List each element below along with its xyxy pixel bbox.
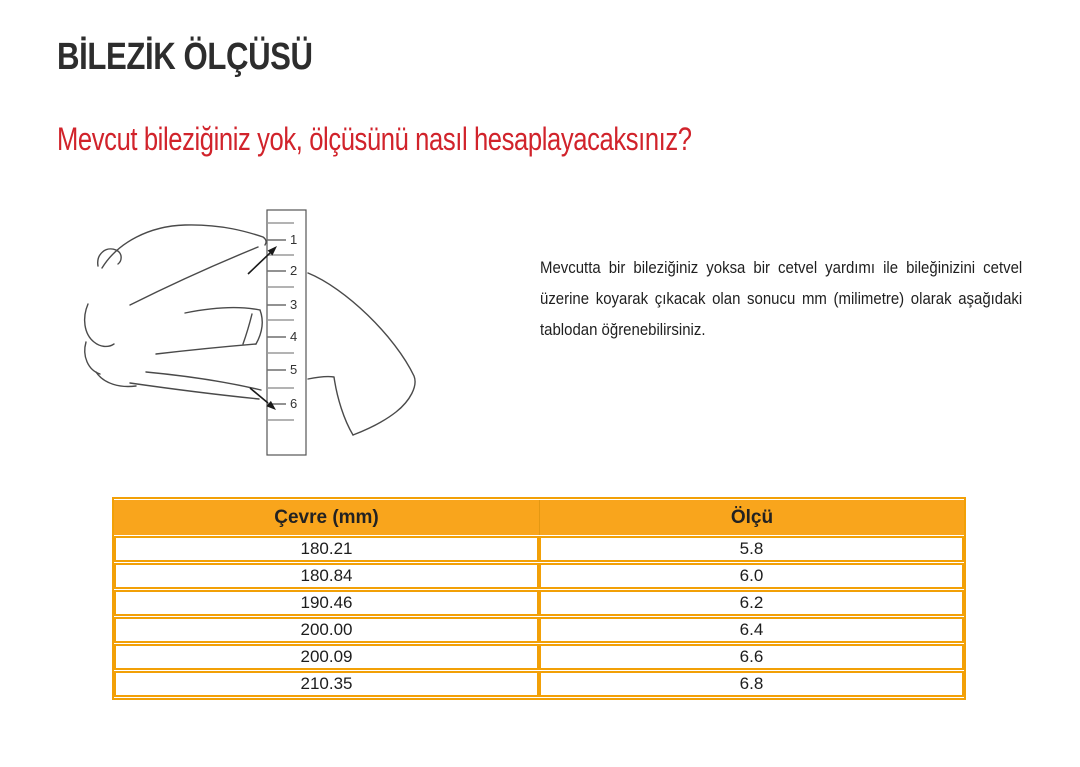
- table-cell: 210.35: [114, 671, 539, 697]
- table-row: [114, 671, 964, 697]
- forearm-top-contour: [308, 273, 415, 435]
- header-row: [114, 500, 964, 535]
- hand-outline-drawing: [85, 225, 266, 399]
- ruler-mark-label: 6: [290, 396, 298, 411]
- forearm-outline: [308, 273, 415, 435]
- index-finger-bottom: [156, 344, 256, 354]
- forearm-bottom-contour: [308, 377, 353, 435]
- ruler-mark-label: 2: [290, 263, 298, 278]
- column-header-olcu: Ölçü: [539, 500, 964, 535]
- hand-ruler-illustration: [80, 196, 450, 464]
- table-row: [114, 617, 964, 643]
- table-cell: 6.8: [539, 671, 964, 697]
- ruler-mark-label: 3: [290, 297, 298, 312]
- table-cell: 6.4: [539, 617, 964, 643]
- index-finger-top: [185, 308, 260, 313]
- palm-left-curve-2: [85, 342, 100, 374]
- palm-left-curve-3: [96, 372, 136, 386]
- table-cell: 5.8: [539, 536, 964, 562]
- column-header-cevre: Çevre (mm): [114, 500, 539, 535]
- palm-left-curve-1: [85, 304, 114, 346]
- description-paragraph: Mevcutta bir bileziğiniz yoksa bir cetvel yardımı ile bileğinizini cetvel üzerine koyarak çıkacak olan sonucu mm (milimetre) olarak aşağıdaki tablodan öğrenebilirsiniz.: [540, 258, 1023, 339]
- size-table-body: [114, 536, 964, 697]
- index-finger-curl: [256, 310, 262, 344]
- table-row: [114, 563, 964, 589]
- table-cell: 200.00: [114, 617, 539, 643]
- table-cell: 6.0: [539, 563, 964, 589]
- table-cell: 6.2: [539, 590, 964, 616]
- index-finger-crease: [243, 314, 252, 344]
- page-title: BİLEZİK ÖLÇÜSÜ: [57, 36, 313, 78]
- ruler-mark-label: 5: [290, 362, 298, 377]
- ruler-body: [267, 210, 306, 455]
- table-row: [114, 644, 964, 670]
- finger-inner-line: [130, 247, 258, 305]
- page-subtitle: Mevcut bileziğiniz yok, ölçüsünü nasıl hesaplayacaksınız?: [57, 121, 692, 157]
- ruler-mark-label: 4: [290, 329, 298, 344]
- size-table-header: [114, 500, 964, 535]
- table-cell: 180.21: [114, 536, 539, 562]
- size-table: [112, 497, 966, 700]
- ruler-mark-label: 1: [290, 232, 298, 247]
- table-cell: 6.6: [539, 644, 964, 670]
- table-row: [114, 536, 964, 562]
- table-cell: 200.09: [114, 644, 539, 670]
- hand-top-contour: [102, 225, 266, 268]
- ruler: [267, 210, 306, 455]
- table-cell: 190.46: [114, 590, 539, 616]
- table-row: [114, 590, 964, 616]
- table-cell: 180.84: [114, 563, 539, 589]
